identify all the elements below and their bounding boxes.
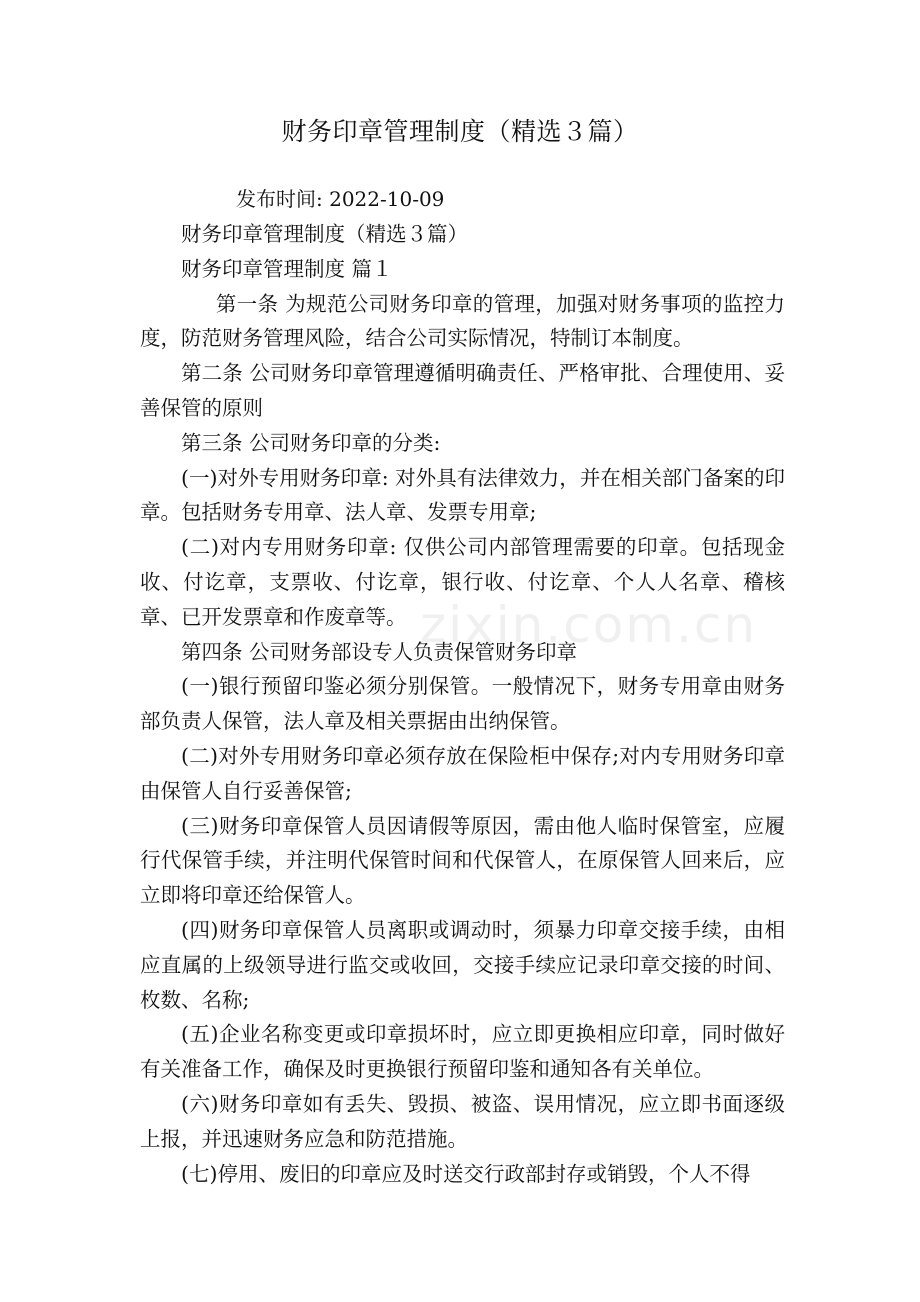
document-title: 财务印章管理制度（精选３篇） <box>281 117 639 146</box>
article-1: 第一条 为规范公司财务印章的管理，加强对财务事项的监控力度，防范财务管理风险，结合公司实际情况，特制订本制度。 <box>140 291 785 351</box>
article-4-item-2: (二)对外专用财务印章必须存放在保险柜中保存;对内专用财务印章由保管人自行妥善保管; <box>140 743 785 803</box>
article-4-item-4: (四)财务印章保管人员离职或调动时，须暴力印章交接手续，由相应直属的上级领导进行监交或收回，交接手续应记录印章交接的时间、枚数、名称; <box>140 917 785 1012</box>
article-4: 第四条 公司财务部设专人负责保管财务印章 <box>181 639 578 664</box>
article-3-item-1: (一)对外专用财务印章: 对外具有法律效力，并在相关部门备案的印章。包括财务专用章、法人章、发票专用章; <box>140 465 785 525</box>
article-4-item-3: (三)财务印章保管人员因请假等原因，需由他人临时保管室，应履行代保管手续，并注明代保管时间和代保管人，在原保管人回来后，应立即将印章还给保管人。 <box>140 813 785 908</box>
document-body <box>140 217 785 1191</box>
body-section-heading: 财务印章管理制度 篇１ <box>181 256 393 281</box>
article-3-item-2: (二)对内专用财务印章: 仅供公司内部管理需要的印章。包括现金收、付讫章，支票收、付讫章，银行收、付讫章、个人人名章、稽核章、已开发票章和作废章等。 <box>140 535 785 629</box>
article-3: 第三条 公司财务印章的分类: <box>181 430 441 455</box>
publish-time: 发布时间: 2022-10-09 <box>236 187 445 211</box>
article-4-item-7: (七)停用、废旧的印章应及时送交行政部封存或销毁，个人不得 <box>181 1161 751 1186</box>
watermark: zixin.com.cn <box>420 596 758 654</box>
article-4-item-6: (六)财务印章如有丢失、毁损、被盗、误用情况，应立即书面逐级上报，并迅速财务应急和防范措施。 <box>140 1091 785 1151</box>
body-heading: 财务印章管理制度（精选３篇） <box>181 222 468 246</box>
article-4-item-1: (一)银行预留印鉴必须分别保管。一般情况下，财务专用章由财务部负责人保管，法人章及相关票据由出纳保管。 <box>140 674 785 734</box>
article-4-item-5: (五)企业名称变更或印章损坏时，应立即更换相应印章，同时做好有关准备工作，确保及时更换银行预留印鉴和通知各有关单位。 <box>140 1022 785 1082</box>
article-2: 第二条 公司财务印章管理遵循明确责任、严格审批、合理使用、妥善保管的原则 <box>140 361 785 420</box>
